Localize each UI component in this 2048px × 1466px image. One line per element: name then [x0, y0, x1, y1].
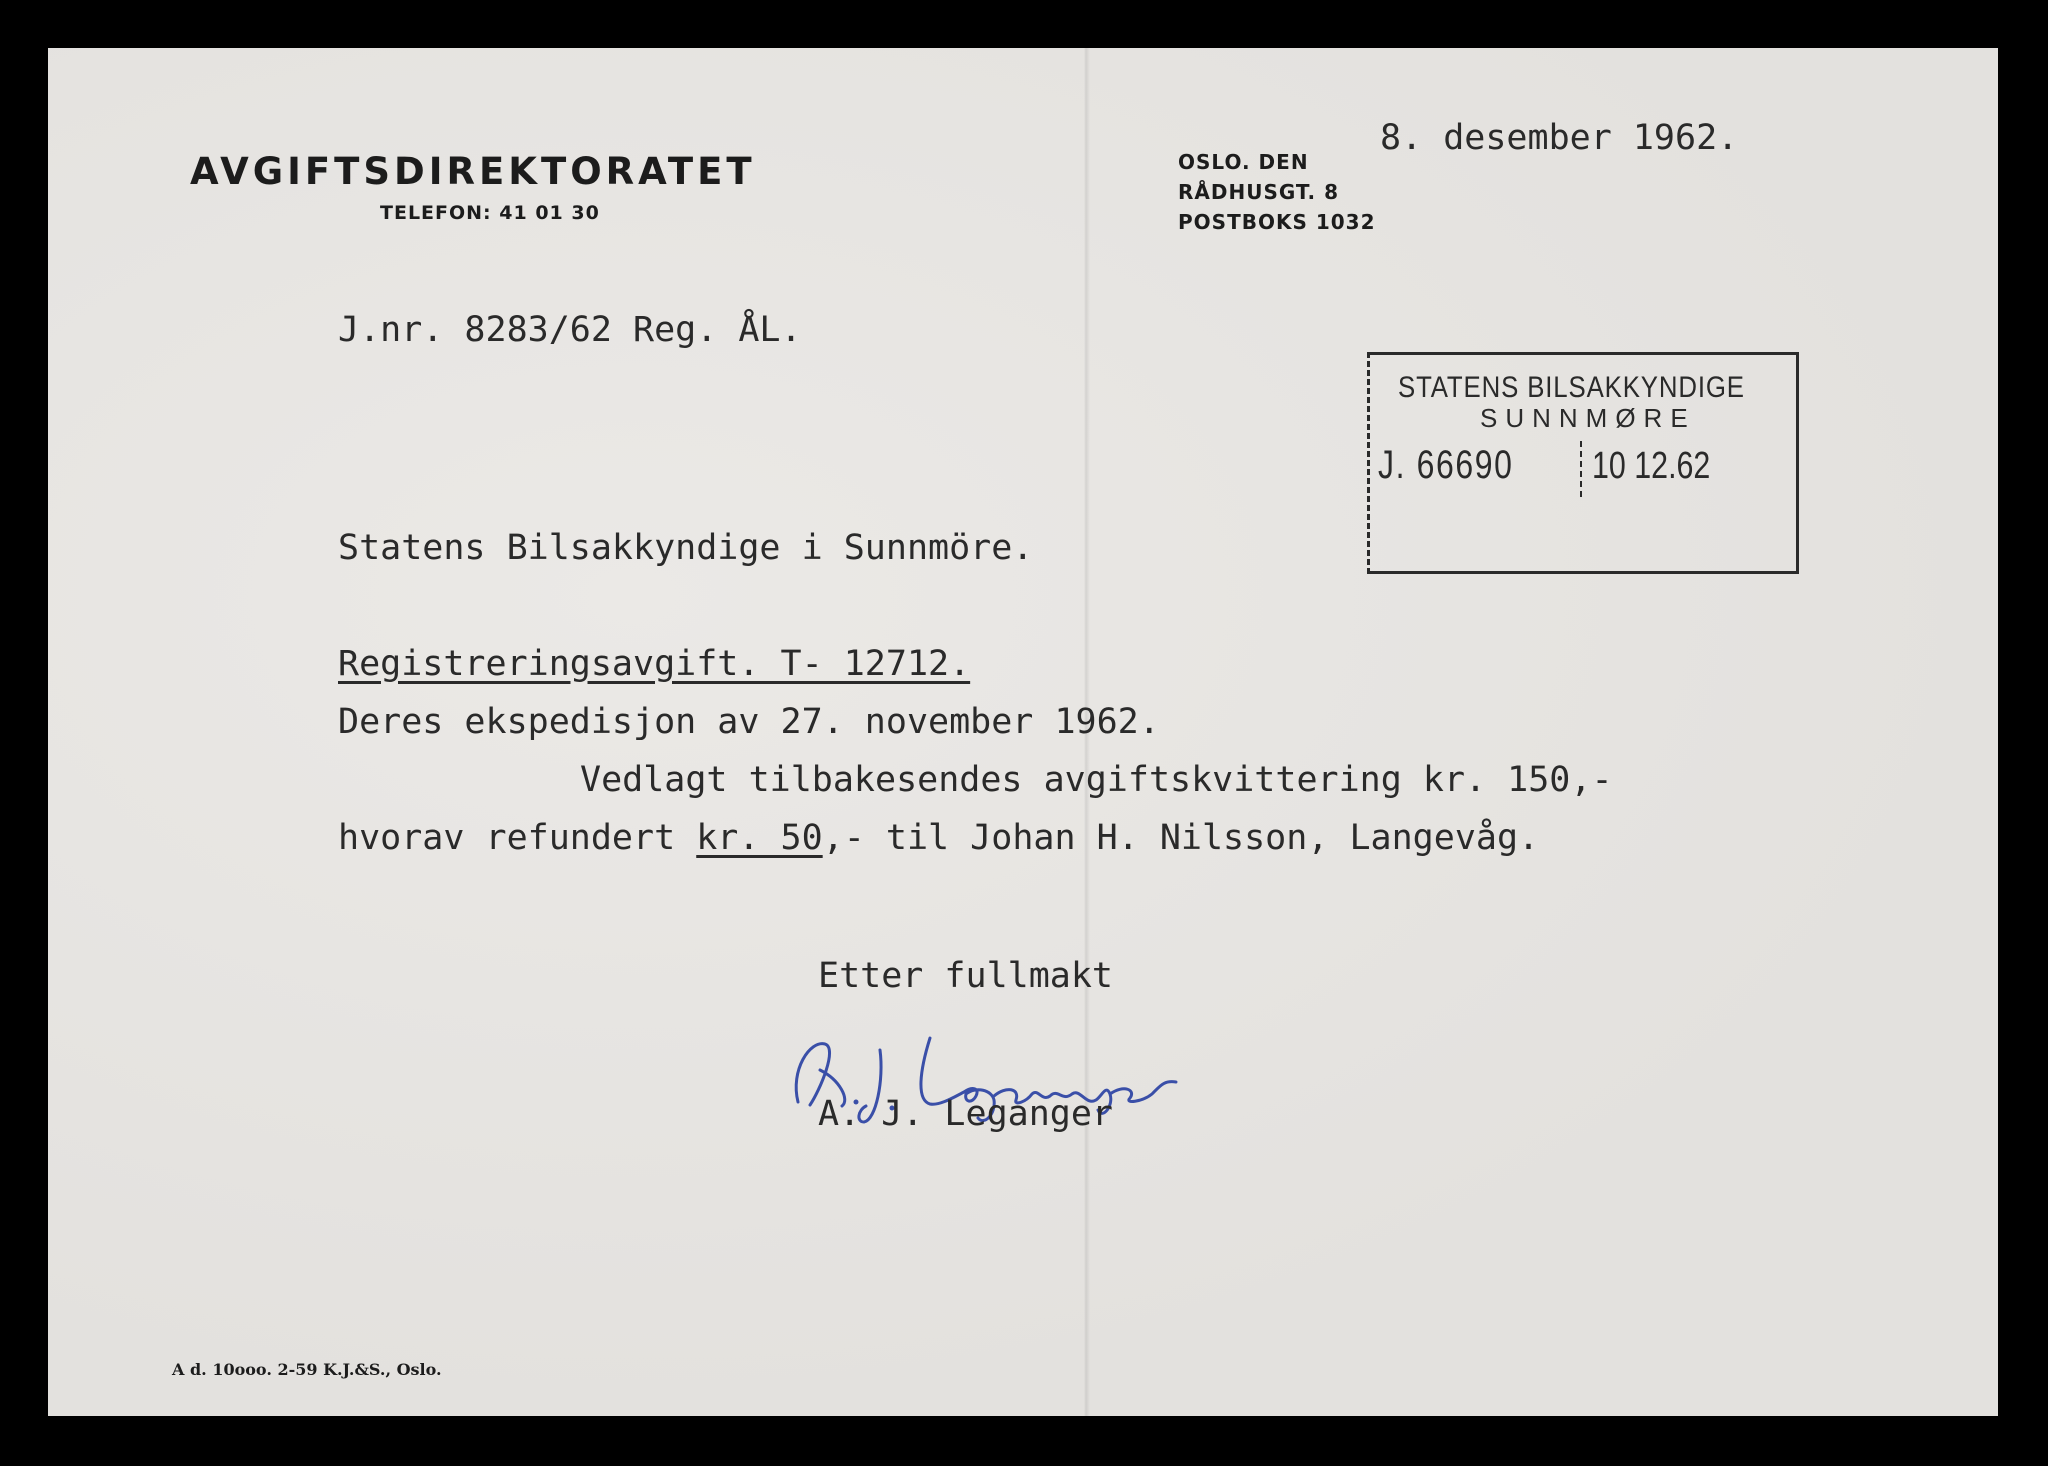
telephone: TELEFON: 41 01 30	[380, 202, 600, 224]
body-line-3-prefix: hvorav refundert	[338, 818, 697, 858]
body-line-3	[338, 818, 1539, 858]
journal-reference: J.nr. 8283/62 Reg. ÅL.	[338, 310, 802, 350]
closing-phrase: Etter fullmakt	[818, 956, 1114, 996]
stamp-date: 10 12.62	[1592, 445, 1711, 487]
body-line-2: Vedlagt tilbakesendes avgiftskvittering kr. 150,-	[580, 760, 1613, 800]
place-label: OSLO. DEN	[1178, 150, 1309, 174]
stamp-line-1: STATENS BILSAKKYNDIGE	[1398, 371, 1745, 404]
stamp-separator	[1580, 441, 1582, 497]
street-address: RÅDHUSGT. 8	[1178, 180, 1340, 204]
print-footer: A d. 10ooo. 2-59 K.J.&S., Oslo.	[172, 1360, 442, 1379]
received-stamp	[1367, 352, 1799, 574]
letter-date: 8. desember 1962.	[1380, 118, 1739, 158]
postbox: POSTBOKS 1032	[1178, 210, 1376, 234]
recipient: Statens Bilsakkyndige i Sunnmöre.	[338, 528, 1034, 568]
subject-line: Registreringsavgift. T- 12712.	[338, 644, 971, 684]
body-line-1: Deres ekspedisjon av 27. november 1962.	[338, 702, 1160, 742]
body-line-3-suffix: ,- til Johan H. Nilsson, Langevåg.	[822, 818, 1540, 858]
stamp-journal-number: J. 66690	[1378, 443, 1514, 487]
stamp-line-2: SUNNMØRE	[1480, 403, 1696, 433]
refund-amount: kr. 50	[696, 818, 823, 858]
signatory-name: A. J. Leganger	[818, 1094, 1114, 1134]
organization-name: AVGIFTSDIREKTORATET	[190, 150, 756, 193]
